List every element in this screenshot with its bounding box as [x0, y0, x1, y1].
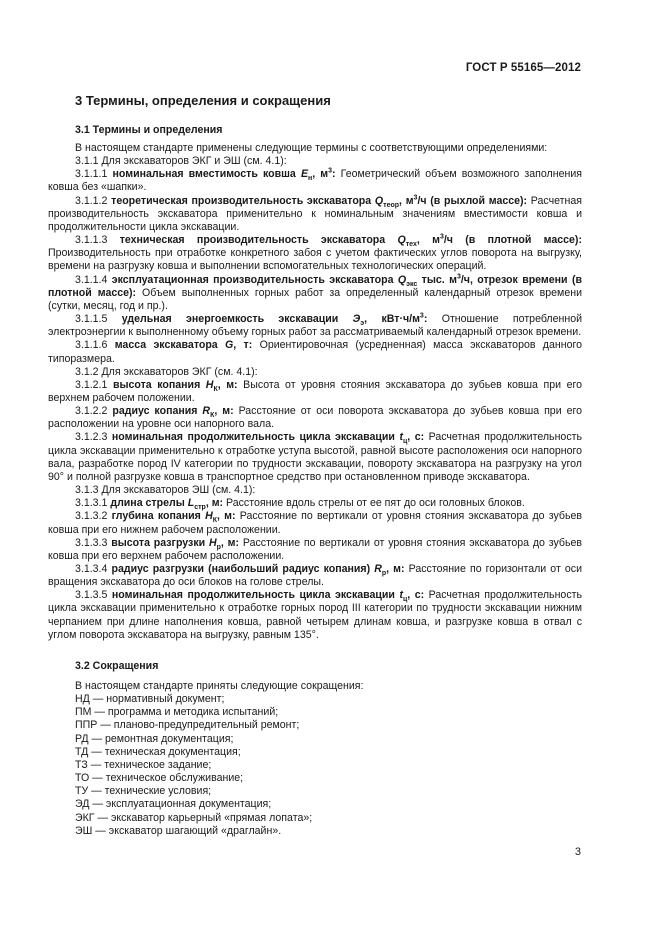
term-3-1-3-4: 3.1.3.4 радиус разгрузки (наибольший радиус копания) $R_р$, м: Расстояние по горизонтали от оси вращения экскаватора до оси блоков на голове стрелы.: [48, 563, 582, 589]
list-item: ТО — техническое обслуживание;: [75, 772, 244, 785]
page-content: [48, 92, 582, 838]
term-3-1-1-4: 3.1.1.4 эксплуатационная производительность экскаватора $Q_{экс}$ тыс. $м^3/ч$, отрезок времени (в плотной массе): Объем выполненных горных работ за определенный календарный отрезок времени (сутки, месяц, год и пр.).: [48, 273, 583, 312]
section-title: 3 Термины, определения и сокращения: [75, 93, 331, 108]
term-3-1-2-1: 3.1.2.1 высота копания $H_К$, м: Высота от уровня стояния экскаватора до зубьев ковша при его верхнем рабочем положении.: [48, 378, 582, 404]
term-3-1-1-3: 3.1.1.3 техническая производительность экскаватора $Q_{тех}$, $м^3/ч$ (в плотной массе): Производительность при отработке конкретного забоя с учетом фактических углов поворота на выгрузку, времени на разгрузку ковша и выполнении вспомогательных технологических операций.: [48, 233, 582, 273]
term-3-1-2-2: 3.1.2.2 радиус копания $R_К$, м: Расстояние от оси поворота экскаватора до зубьев ковша при его расположении на уровне оси напорного вала.: [48, 405, 582, 431]
clause-3-1-2: 3.1.2 Для экскаваторов ЭКГ (см. 4.1):: [75, 365, 258, 378]
list-item: ЭКГ — экскаватор карьерный «прямая лопата»;: [75, 811, 313, 824]
term-3-1-3-2: 3.1.3.2 глубина копания $H_К$, м: Расстояние по вертикали от уровня стояния экскаватора до зубьев ковша при его нижнем рабочем расположении.: [48, 510, 582, 536]
term-3-1-3-5: 3.1.3.5 номинальная продолжительность цикла экскавации $t_ц$, с: Расчетная продолжительность цикла экскавации применительно к отработке горных пород III категории по трудности экскавации нижним черпанием при длине наполнения ковша, равной четырем длинам ковша, и разгрузке ковша в отвал с углом поворота экскаватора на выгрузку, равным 135°.: [48, 589, 582, 641]
term-3-1-1-2: 3.1.1.2 теоретическая производительность экскаватора $Q_{теор}$, $м^3/ч$ (в рыхлой массе): Расчетная производительность экскаватора применительно к номинальным значениям вместимости ковша и продолжительности цикла экскавации.: [48, 194, 582, 233]
term-3-1-1-5: 3.1.1.5 удельная энергоемкость экскавации $Э_э$, $кВт\cdot ч/м^3$: Отношение потребленной электроэнергии к выполненному объему горных работ за рассматриваемый календарный отрезок времени.: [48, 312, 583, 339]
document-code: ГОСТ Р 55165—2012: [465, 62, 581, 74]
term-3-1-3-1: 3.1.3.1 длина стрелы $L_{стр}$, м: Расстояние вдоль стрелы от ее пят до оси головных блоков.: [75, 497, 525, 512]
list-item: РД — ремонтная документация;: [75, 732, 234, 745]
subsection-title-terms: 3.1 Термины и определения: [75, 124, 223, 136]
clause-3-1-3: 3.1.3 Для экскаваторов ЭШ (см. 4.1):: [75, 484, 256, 497]
list-item: НД — нормативный документ;: [75, 693, 225, 706]
subsection-title-abbreviations: 3.2 Сокращения: [75, 659, 159, 672]
list-item: ППР — планово-предупредительный ремонт;: [75, 719, 300, 732]
list-item: ТЗ — техническое задание;: [75, 758, 212, 771]
list-item: ЭД — эксплуатационная документация;: [75, 798, 272, 811]
term-3-1-1-1: 3.1.1.1 номинальная вместимость ковша $E_н$, $м^3$: Геометрический объем возможного заполнения ковша без «шапки».: [48, 167, 582, 194]
list-item: ТУ — технические условия;: [75, 785, 212, 798]
term-3-1-1-6: 3.1.1.6 масса экскаватора G, т: Ориентировочная (усредненная) масса экскаваторов данного типоразмера.: [48, 339, 582, 365]
abbreviations-intro: В настоящем стандарте приняты следующие сокращения:: [75, 679, 364, 692]
list-item: ПМ — программа и методика испытаний;: [75, 706, 279, 719]
clause-3-1-1: 3.1.1 Для экскаваторов ЭКГ и ЭШ (см. 4.1):: [75, 155, 287, 168]
page-number: 3: [574, 846, 581, 858]
terms-intro: В настоящем стандарте применены следующие термины с соответствующими определениями:: [75, 142, 548, 154]
term-3-1-3-3: 3.1.3.3 высота разгрузки $H_р$, м: Расстояние по вертикали от уровня стояния экскаватора до зубьев ковша при его верхнем рабочем расположении.: [48, 536, 582, 562]
term-3-1-2-3: 3.1.2.3 номинальная продолжительность цикла экскавации $t_ц$, с: Расчетная продолжительность цикла экскавации применительно к отработке уступа высотой, равной высоте расположения оси напорного вала, разработке пород IV категории по трудности экскавации, повороту экскаватора на разгрузку на угол 90° и полной разгрузке ковша в транспортное средство при остановленном приводе экскаватора.: [48, 431, 582, 483]
list-item: ТД — техническая документация;: [75, 745, 241, 758]
abbreviations-list: [48, 693, 582, 838]
list-item: ЭШ — экскаватор шагающий «драглайн».: [75, 824, 282, 837]
